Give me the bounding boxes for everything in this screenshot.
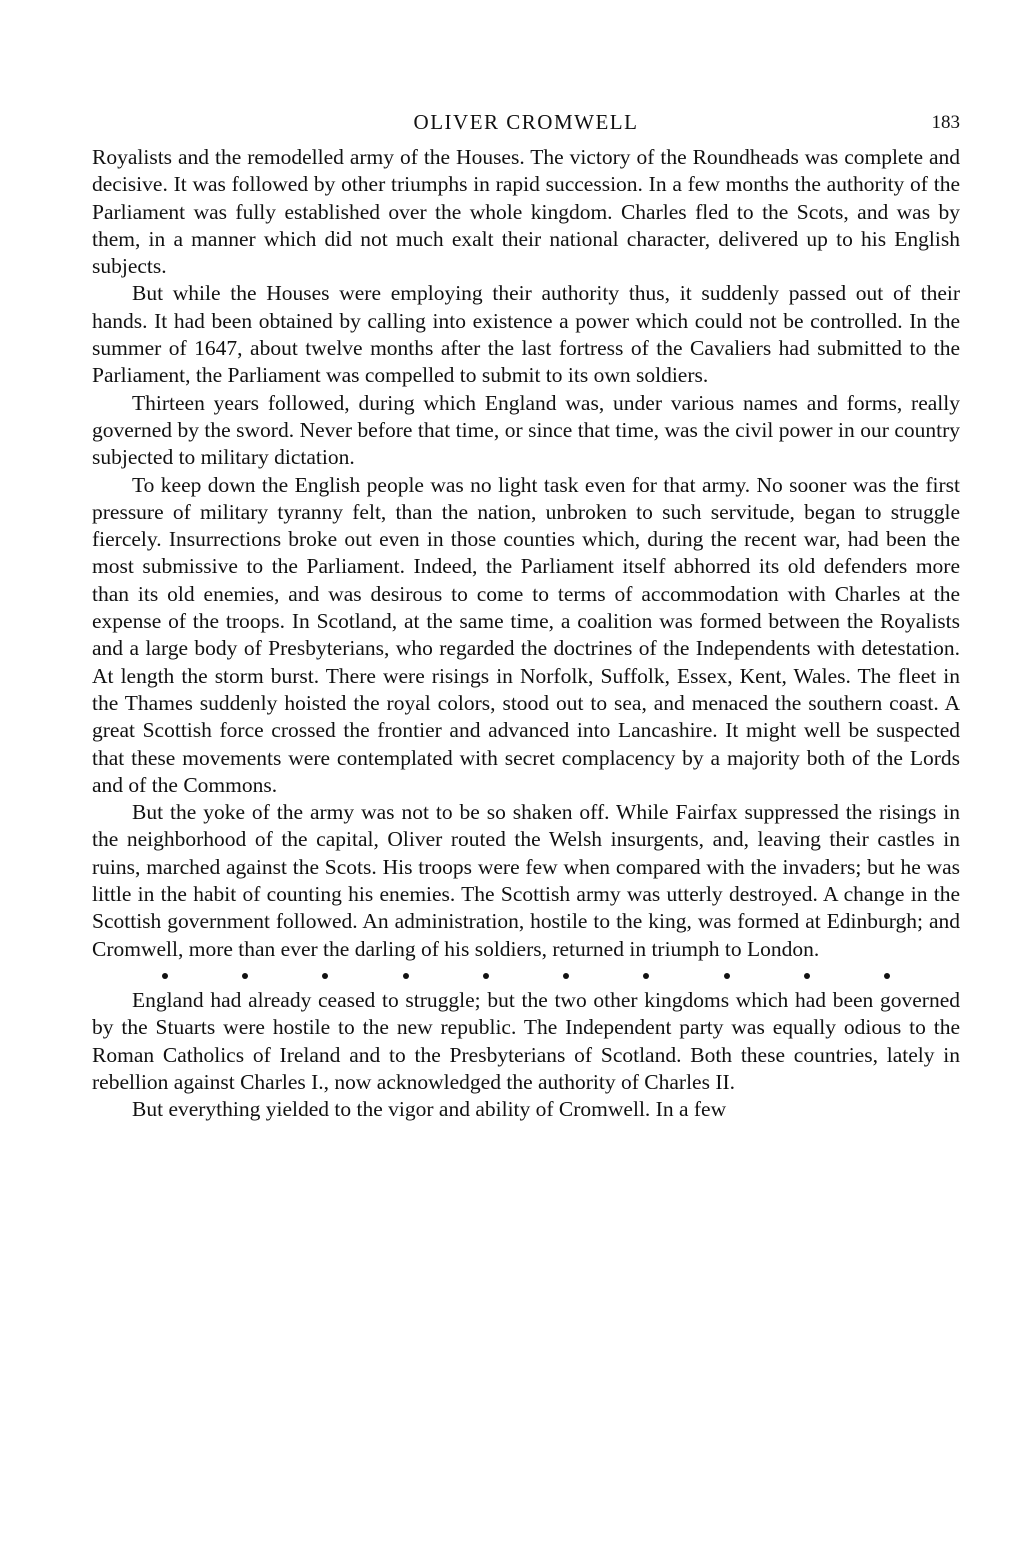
paragraph-3: Thirteen years followed, during which England was, under various names and forms, really governed by the sword. Never before that time, or since that time, was the civil power in our country subjected to military dictation.	[92, 390, 960, 470]
page-number: 183	[931, 112, 960, 133]
paragraph-7: But everything yielded to the vigor and ability of Cromwell. In a few	[132, 1097, 727, 1122]
paragraph-6: England had already ceased to struggle; but the two other kingdoms which had been governed by the Stuarts were hostile to the new republic. The Independent party was equally odious to the Roman Catholics of Ireland and to the Presbyterians of Scotland. Both these countries, lately in rebellion against Charles I., now acknowledged the authority of Charles II.	[92, 987, 960, 1094]
ellipsis-dot	[322, 973, 328, 979]
body-text	[92, 144, 960, 1123]
running-title: OLIVER CROMWELL	[413, 110, 639, 134]
ellipsis-dot	[403, 973, 409, 979]
ellipsis-dot	[724, 973, 730, 979]
ellipsis-dot	[242, 973, 248, 979]
ellipsis-dot	[483, 973, 489, 979]
paragraph-2: But while the Houses were employing their authority thus, it suddenly passed out of their hands. It had been obtained by calling into existence a power which could not be controlled. In the summer of 1647, about twelve months after the last fortress of the Cavaliers had submitted to the Parliament, the Parliament was compelled to submit to its own soldiers.	[92, 281, 960, 388]
ellipsis-dot	[162, 973, 168, 979]
ellipsis-dot	[643, 973, 649, 979]
paragraph-5: But the yoke of the army was not to be so shaken off. While Fairfax suppressed the risings in the neighborhood of the capital, Oliver routed the Welsh insurgents, and, leaving their castles in ruins, marched against the Scots. His troops were few when compared with the invaders; but he was little in the habit of counting his enemies. The Scottish army was utterly destroyed. A change in the Scottish government followed. An administration, hostile to the king, was formed at Edinburgh; and Cromwell, more than ever the darling of his soldiers, returned in triumph to London.	[92, 800, 960, 961]
paragraph-4: To keep down the English people was no light task even for that army. No sooner was the first pressure of military tyranny felt, than the nation, unbroken to such servitude, began to struggle fiercely. Insurrections broke out even in those counties which, during the recent war, had been the most submissive to the Parliament. Indeed, the Parliament itself abhorred its old defenders more than its old enemies, and was desirous to come to terms of accommodation with Charles at the expense of the troops. In Scotland, at the same time, a coalition was formed between the Royalists and a large body of Presbyterians, who regarded the doctrines of the Independents with detestation. At length the storm burst. There were risings in Norfolk, Suffolk, Essex, Kent, Wales. The fleet in the Thames suddenly hoisted the royal colors, stood out to sea, and menaced the southern coast. A great Scottish force crossed the frontier and advanced into Lancashire. It might well be suspected that these movements were contemplated with secret complacency by a majority both of the Lords and of the Commons.	[92, 472, 960, 797]
paragraph-1: Royalists and the remodelled army of the Houses. The victory of the Roundheads was complete and decisive. It was followed by other triumphs in rapid succession. In a few months the authority of the Parliament was fully established over the whole kingdom. Charles fled to the Scots, and was by them, in a manner which did not much exalt their national character, delivered up to his English subjects.	[92, 145, 960, 279]
running-head	[92, 104, 960, 144]
ellipsis-dot	[884, 973, 890, 979]
ellipsis-dot	[563, 973, 569, 979]
ellipsis-dot	[804, 973, 810, 979]
section-break-dots	[162, 973, 890, 979]
book-page	[92, 104, 960, 1123]
